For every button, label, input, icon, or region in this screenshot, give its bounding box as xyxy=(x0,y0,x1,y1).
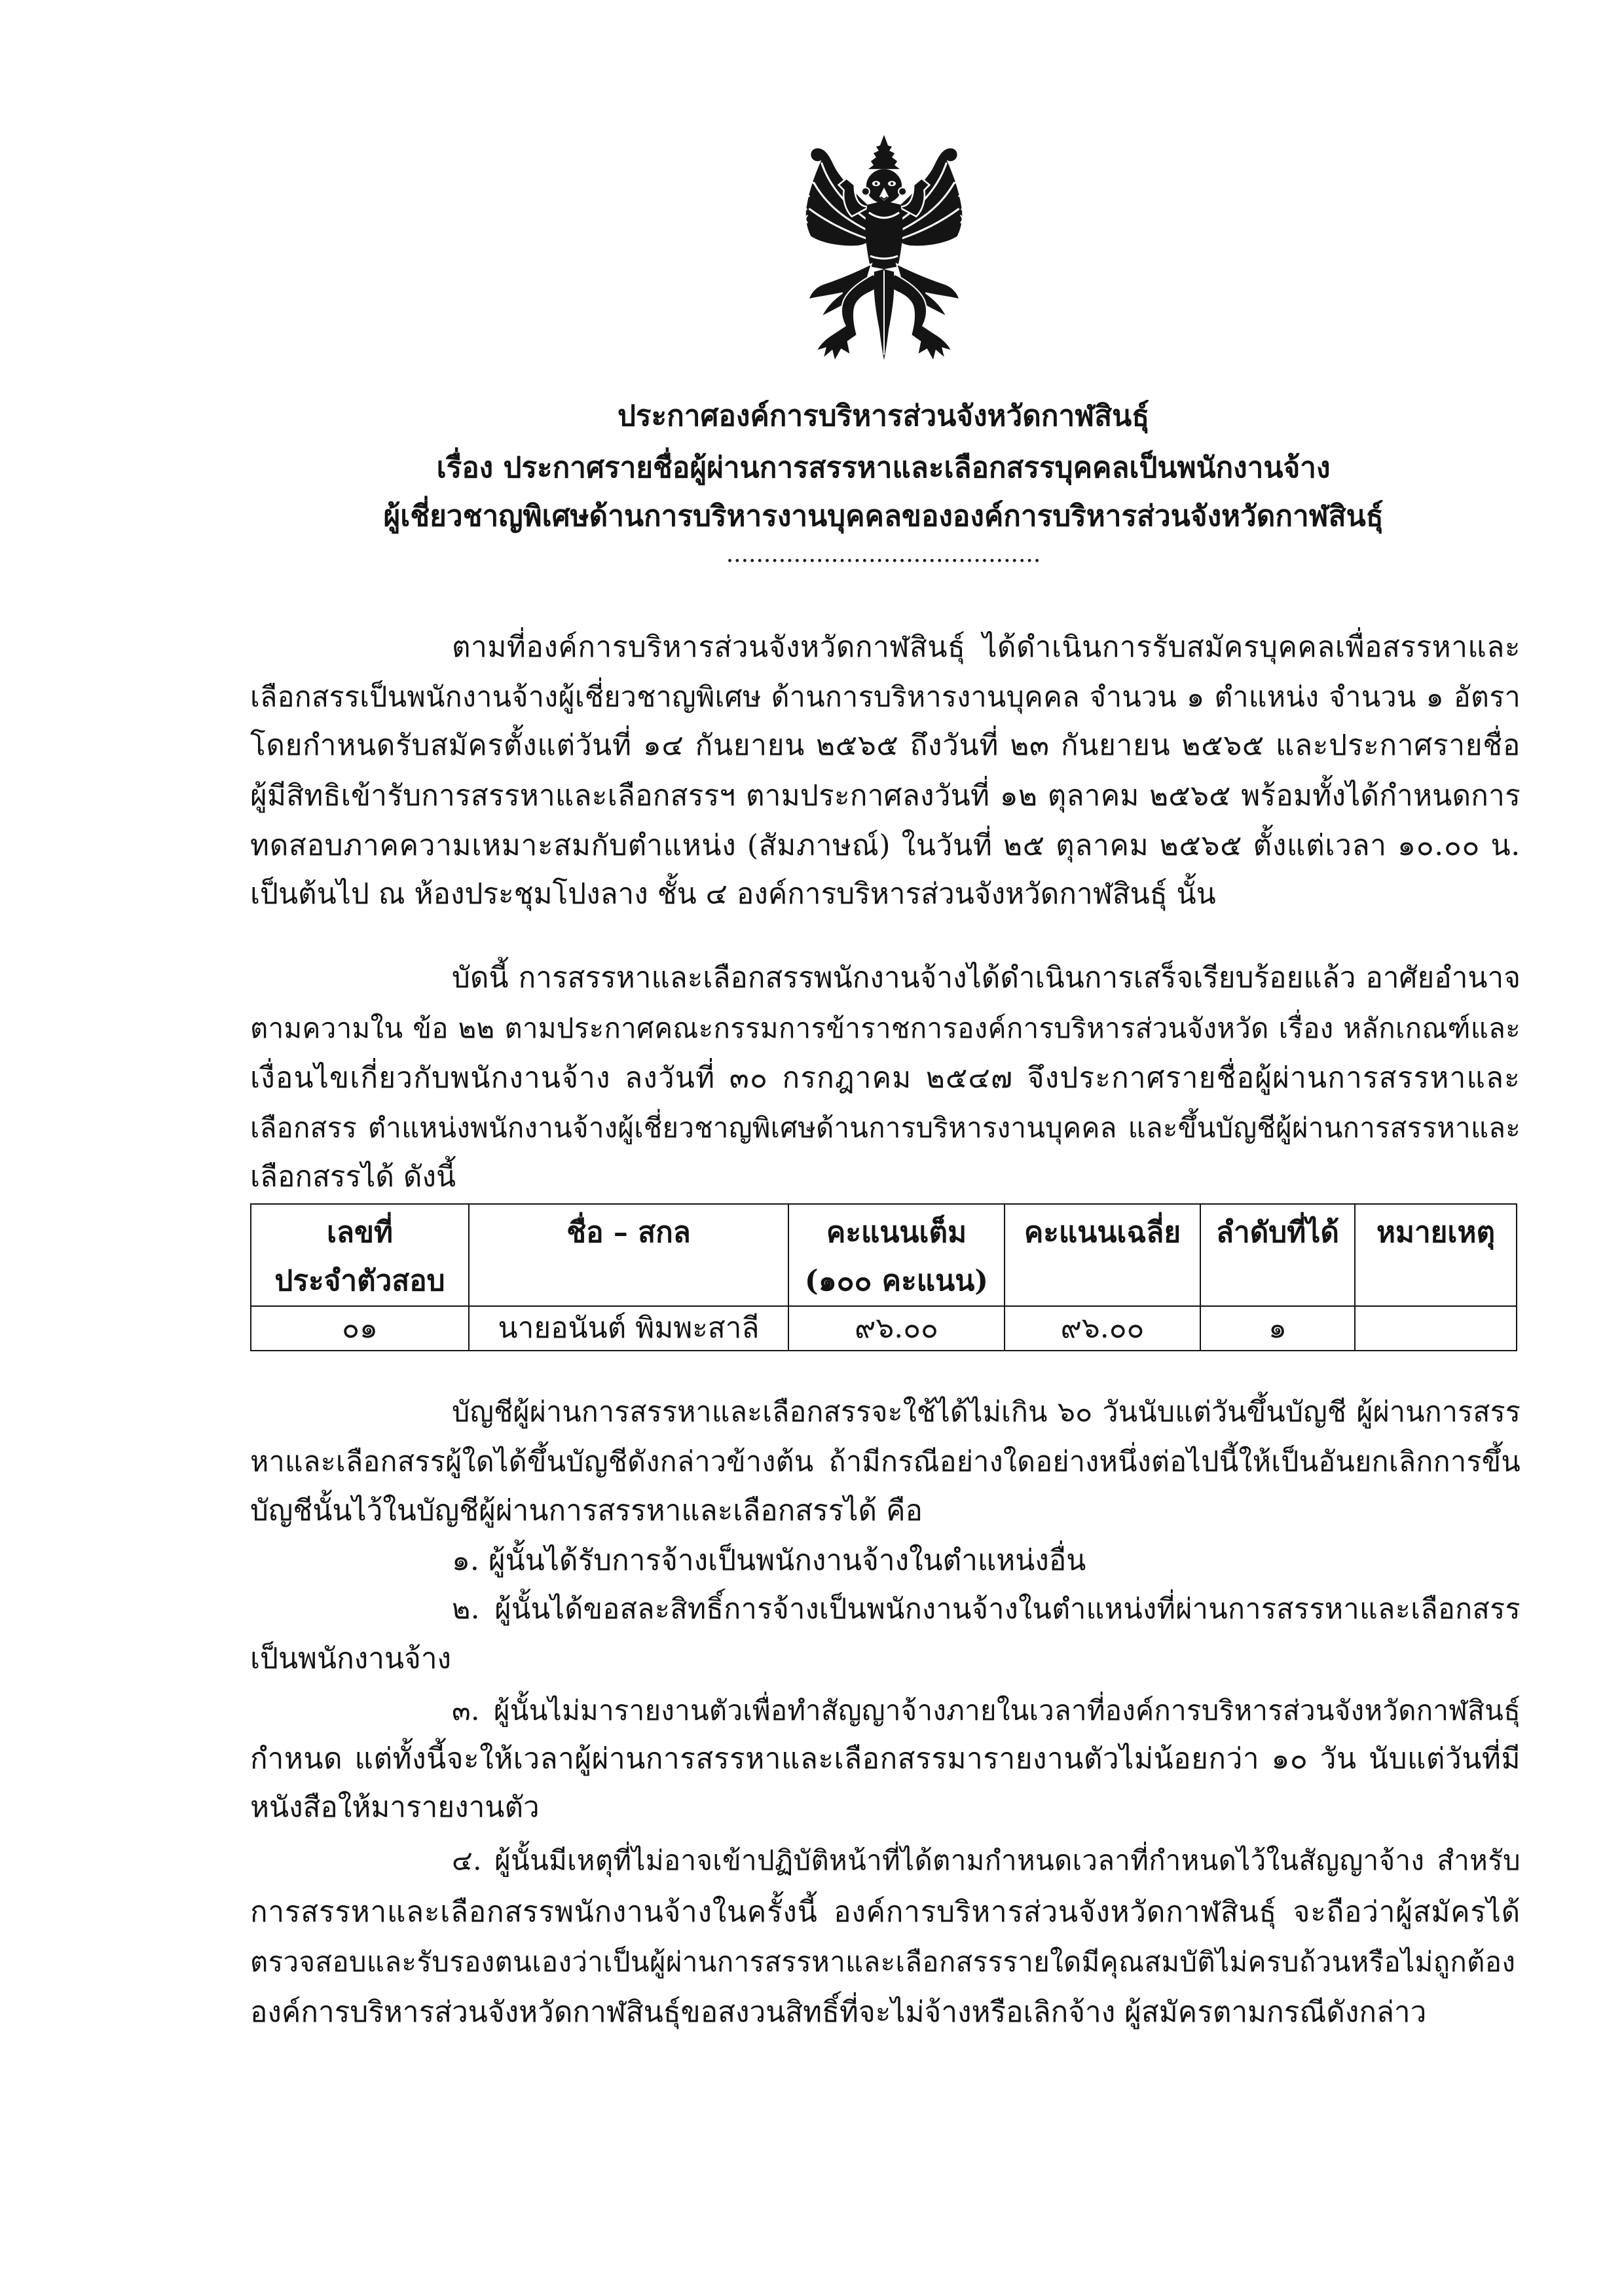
cell-text xyxy=(1356,1307,1516,1349)
column-header-average-score xyxy=(1005,1204,1200,1306)
cell-exam-number xyxy=(251,1306,469,1351)
cell-text: ๐๑ xyxy=(342,1311,378,1345)
intro-line: ผู้มีสิทธิเข้ารับการสรรหาและเลือกสรรฯ ตามประกาศลงวันที่ ๑๒ ตุลาคม ๒๕๖๕ พร้อมทั้งได้กำหนดการ xyxy=(250,779,1521,812)
intro-line: เป็นต้นไป ณ ห้องประชุมโปงลาง ชั้น ๔ องค์การบริหารส่วนจังหวัดกาฬสินธุ์ นั้น xyxy=(250,877,1216,911)
condition-line: หนังสือให้มารายงานตัว xyxy=(250,1791,540,1824)
header-text: ชื่อ – สกล xyxy=(566,1216,691,1249)
condition-line: ๔. ผู้นั้นมีเหตุที่ไม่อาจเข้าปฏิบัติหน้าที่ได้ตามกำหนดเวลาที่กำหนดไว้ในสัญญาจ้าง สำหรับ xyxy=(452,1844,1521,1876)
header-text: เลขที่ xyxy=(326,1216,394,1249)
header-text: คะแนนเฉลี่ย xyxy=(1024,1216,1181,1249)
cell-average-score xyxy=(1005,1306,1200,1351)
intro-line: เลือกสรรเป็นพนักงานจ้างผู้เชี่ยวชาญพิเศษ ด้านการบริหารงานบุคคล จำนวน ๑ ตำแหน่ง จำนวน ๑ อัตรา xyxy=(250,681,1521,714)
result-line: เงื่อนไขเกี่ยวกับพนักงานจ้าง ลงวันที่ ๓๐ กรกฎาคม ๒๕๔๗ จึงประกาศรายชื่อผู้ผ่านการสรรหาและ xyxy=(250,1061,1521,1095)
header-text: คะแนนเต็ม xyxy=(826,1216,967,1249)
announcement-subject: เรื่อง ประกาศรายชื่อผู้ผ่านการสรรหาและเลือกสรรบุคคลเป็นพนักงานจ้าง xyxy=(436,451,1331,484)
garuda-emblem xyxy=(802,135,967,372)
announcement-subject-continued: ผู้เชี่ยวชาญพิเศษด้านการบริหารงานบุคคลขององค์การบริหารส่วนจังหวัดกาฬสินธุ์ xyxy=(383,500,1384,533)
condition-line: ตรวจสอบและรับรองตนเองว่าเป็นผู้ผ่านการสรรหาและเลือกสรรรายใดมีคุณสมบัติไม่ครบถ้วนหรือไม่ถูกต้อง xyxy=(250,1946,1516,1978)
header-text xyxy=(1356,1257,1516,1305)
header-text xyxy=(1005,1257,1200,1305)
cell-text: ๙๖.๐๐ xyxy=(1060,1311,1145,1345)
column-header-remark xyxy=(1355,1204,1517,1306)
header-text: ประจำตัวสอบ xyxy=(274,1264,445,1298)
header-text: ลำดับที่ได้ xyxy=(1216,1216,1339,1249)
cell-rank xyxy=(1200,1306,1355,1351)
header-text: (๑๐๐ คะแนน) xyxy=(804,1264,989,1298)
condition-line: การสรรหาและเลือกสรรพนักงานจ้างในครั้งนี้ องค์การบริหารส่วนจังหวัดกาฬสินธุ์ จะถือว่าผู้สมัครได้ xyxy=(250,1895,1521,1929)
intro-line: ทดสอบภาคความเหมาะสมกับตำแหน่ง (สัมภาษณ์) ในวันที่ ๒๕ ตุลาคม ๒๕๖๕ ตั้งแต่เวลา ๑๐.๐๐ น. xyxy=(250,829,1521,862)
cell-text: ๙๖.๐๐ xyxy=(855,1311,938,1345)
result-line: เลือกสรรได้ ดังนี้ xyxy=(250,1160,456,1194)
table-header-row xyxy=(251,1204,1517,1306)
column-header-rank xyxy=(1200,1204,1355,1306)
cell-remark xyxy=(1355,1306,1517,1351)
cell-score xyxy=(788,1306,1005,1351)
condition-line: กำหนด แต่ทั้งนี้จะให้เวลาผู้ผ่านการสรรหาและเลือกสรรมารายงานตัวไม่น้อยกว่า ๑๐ วัน นับแต่วันที่มี xyxy=(250,1742,1521,1776)
column-header-score xyxy=(788,1204,1005,1306)
intro-line: ตามที่องค์การบริหารส่วนจังหวัดกาฬสินธุ์ ได้ดำเนินการรับสมัครบุคคลเพื่อสรรหาและ xyxy=(452,630,1521,664)
condition-line: ๓. ผู้นั้นไม่มารายงานตัวเพื่อทำสัญญาจ้างภายในเวลาที่องค์การบริหารส่วนจังหวัดกาฬสินธุ์ xyxy=(452,1694,1521,1726)
title-separator: .......................................... xyxy=(726,541,1041,568)
garuda-emblem-icon xyxy=(802,135,967,372)
result-line: ตามความใน ข้อ ๒๒ ตามประกาศคณะกรรมการข้าราชการองค์การบริหารส่วนจังหวัด เรื่อง หลักเกณฑ์และ xyxy=(250,1012,1521,1044)
validity-line: บัญชีนั้นไว้ในบัญชีผู้ผ่านการสรรหาและเลือกสรรได้ คือ xyxy=(250,1494,923,1527)
validity-line: บัญชีผู้ผ่านการสรรหาและเลือกสรรจะใช้ได้ไม่เกิน ๖๐ วันนับแต่วันขึ้นบัญชี ผู้ผ่านการสรร xyxy=(452,1396,1521,1429)
announcement-title: ประกาศองค์การบริหารส่วนจังหวัดกาฬสินธุ์ xyxy=(617,399,1150,433)
column-header-exam-number xyxy=(251,1204,469,1306)
cell-name xyxy=(469,1306,788,1351)
header-text xyxy=(470,1257,788,1305)
table-row xyxy=(251,1306,1517,1351)
cell-text: นายอนันต์ พิมพะสาลี xyxy=(498,1311,760,1345)
header-text xyxy=(1201,1257,1354,1305)
result-line: เลือกสรร ตำแหน่งพนักงานจ้างผู้เชี่ยวชาญพิเศษด้านการบริหารงานบุคคล และขึ้นบัญชีผู้ผ่านการสรรหาและ xyxy=(250,1112,1521,1144)
header-text: หมายเหตุ xyxy=(1376,1216,1496,1249)
condition-line: ๒. ผู้นั้นได้ขอสละสิทธิ์การจ้างเป็นพนักงานจ้างในตำแหน่งที่ผ่านการสรรหาและเลือกสรร xyxy=(452,1593,1521,1626)
intro-line: โดยกำหนดรับสมัครตั้งแต่วันที่ ๑๔ กันยายน ๒๕๖๕ ถึงวันที่ ๒๓ กันยายน ๒๕๖๕ และประกาศรายชื่อ xyxy=(250,729,1521,762)
result-line: บัดนี้ การสรรหาและเลือกสรรพนักงานจ้างได้ดำเนินการเสร็จเรียบร้อยแล้ว อาศัยอำนาจ xyxy=(452,961,1521,994)
condition-line: องค์การบริหารส่วนจังหวัดกาฬสินธุ์ขอสงวนสิทธิ์ที่จะไม่จ้างหรือเลิกจ้าง ผู้สมัครตามกรณีดังกล่าว xyxy=(250,1995,1427,2029)
condition-line: เป็นพนักงานจ้าง xyxy=(250,1642,452,1675)
validity-line: หาและเลือกสรรผู้ใดได้ขึ้นบัญชีดังกล่าวข้างต้น ถ้ามีกรณีอย่างใดอย่างหนึ่งต่อไปนี้ให้เป็นอันยกเลิกการขึ้น xyxy=(250,1446,1521,1478)
condition-line: ๑. ผู้นั้นได้รับการจ้างเป็นพนักงานจ้างในตำแหน่งอื่น xyxy=(452,1544,1086,1577)
cell-text: ๑ xyxy=(1268,1311,1287,1345)
results-table xyxy=(250,1203,1517,1351)
column-header-name xyxy=(469,1204,788,1306)
